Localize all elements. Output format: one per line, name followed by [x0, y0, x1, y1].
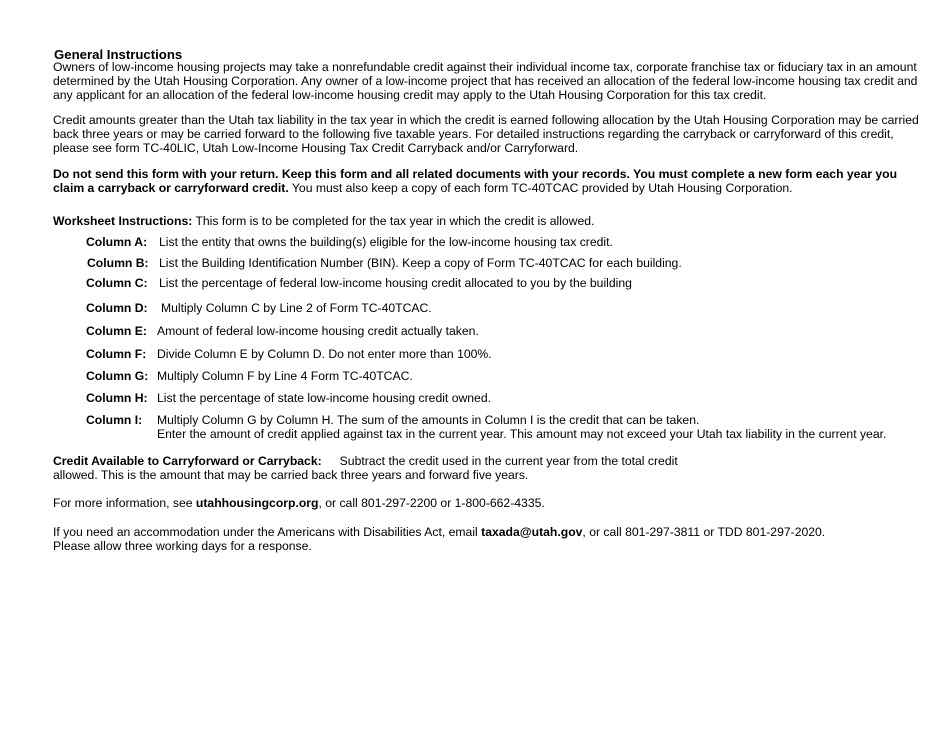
column-d-text: Multiply Column C by Line 2 of Form TC-40TCAC. [161, 301, 432, 315]
column-e-text: Amount of federal low-income housing credit actually taken. [157, 324, 479, 338]
p2-line-3: please see form TC-40LIC, Utah Low-Income Housing Tax Credit Carryback and/or Carryforward. [53, 141, 579, 155]
general-paragraph-2 [53, 113, 919, 155]
carryforward-section [53, 454, 678, 482]
p3-bold-line-2: claim a carryback or carryforward credit. [53, 181, 289, 195]
column-d-label: Column D: [86, 301, 148, 315]
column-i-label: Column I: [86, 413, 143, 427]
ada-line-2: Please allow three working days for a response. [53, 539, 312, 553]
carry-text-1: Subtract the credit used in the current year from the total credit [339, 454, 678, 468]
worksheet-text: This form is to be completed for the tax year in which the credit is allowed. [192, 214, 595, 228]
column-g-text: Multiply Column F by Line 4 Form TC-40TCAC. [157, 369, 413, 383]
column-c-text: List the percentage of federal low-income housing credit allocated to you by the building [159, 276, 632, 290]
column-b-label: Column B: [87, 256, 149, 270]
worksheet-label: Worksheet Instructions: [53, 214, 193, 228]
column-i-text: Multiply Column G by Column H. The sum of the amounts in Column I is the credit that can be taken. [157, 413, 700, 427]
column-b-text: List the Building Identification Number (BIN). Keep a copy of Form TC-40TCAC for each building. [159, 256, 682, 270]
carry-line-1 [53, 454, 678, 468]
p1-line-3: any applicant for an allocation of the federal low-income housing credit may apply to the Utah Housing Corporation for this tax credit. [53, 88, 767, 102]
housing-corp-link[interactable]: utahhousingcorp.org [195, 496, 319, 510]
column-h-text: List the percentage of state low-income housing credit owned. [157, 391, 491, 405]
p1-line-2: determined by the Utah Housing Corporation. Any owner of a low-income project that has received an allocation of the federal low-income housing tax credit and [53, 74, 918, 88]
p3-normal-line-2: You must also keep a copy of each form TC-40TCAC provided by Utah Housing Corporation. [288, 181, 793, 195]
p2-line-1: Credit amounts greater than the Utah tax liability in the tax year in which the credit is earned following allocation by the Utah Housing Corporation may be carried [53, 113, 919, 127]
column-e-label: Column E: [86, 324, 147, 338]
p3-line-2 [53, 181, 897, 195]
column-f-text: Divide Column E by Column D. Do not enter more than 100%. [157, 347, 492, 361]
p2-line-2: back three years or may be carried forward to the following five taxable years. For detailed instructions regarding the carryback or carryforward of this credit, [53, 127, 894, 141]
info-prefix: For more information, see [53, 496, 196, 510]
carry-label: Credit Available to Carryforward or Carryback: [53, 454, 322, 468]
column-a-label: Column A: [86, 235, 148, 249]
column-a-text: List the entity that owns the building(s) eligible for the low-income housing tax credit. [159, 235, 613, 249]
column-i-text-2: Enter the amount of credit applied against tax in the current year. This amount may not exceed your Utah tax liability in the current year. [157, 427, 887, 441]
p3-bold-line-1: Do not send this form with your return. Keep this form and all related documents with your records. You must complete a new form each year you [53, 167, 898, 181]
general-paragraph-3 [53, 167, 897, 195]
info-suffix: , or call 801-297-2200 or 1-800-662-4335. [318, 496, 545, 510]
worksheet-instructions [53, 214, 594, 228]
general-paragraph-1 [53, 60, 917, 102]
column-g-label: Column G: [86, 369, 149, 383]
ada-prefix: If you need an accommodation under the Americans with Disabilities Act, email [53, 525, 482, 539]
general-instructions-title: General Instructions [54, 47, 183, 62]
column-f-label: Column F: [86, 347, 147, 361]
carry-text-2: allowed. This is the amount that may be carried back three years and forward five years. [53, 468, 529, 482]
ada-info [53, 525, 825, 553]
ada-line-1 [53, 525, 825, 539]
p1-line-1: Owners of low-income housing projects may take a nonrefundable credit against their individual income tax, corporate franchise tax or fiduciary tax in an amount [53, 60, 917, 74]
more-info [53, 496, 545, 510]
column-c-label: Column C: [86, 276, 148, 290]
column-h-label: Column H: [86, 391, 148, 405]
ada-suffix: , or call 801-297-3811 or TDD 801-297-2020. [582, 525, 826, 539]
ada-email-link[interactable]: taxada@utah.gov [481, 525, 583, 539]
